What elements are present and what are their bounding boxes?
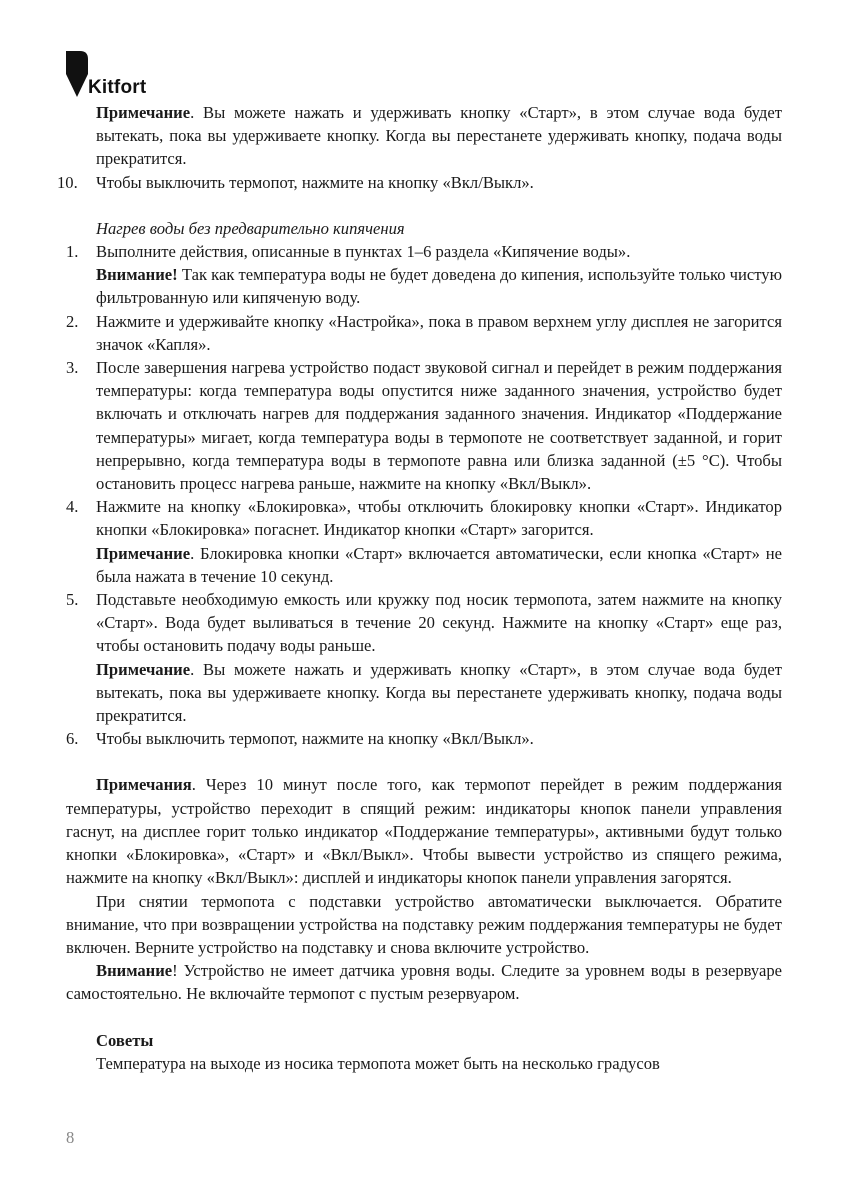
step-number: 3.: [66, 358, 79, 378]
attention-paragraph: Внимание! Так как температура воды не будет доведена до кипения, используйте только чистую фильтрованную или кипяченую воду.: [96, 265, 782, 308]
step-text: Выполните действия, описанные в пунктах 1–6 раздела «Кипячение воды».: [96, 242, 631, 262]
page-content: [57, 101, 782, 1075]
note-paragraph: Примечание. Вы можете нажать и удерживать кнопку «Старт», в этом случае вода будет вытекать, пока вы удерживаете кнопку. Когда вы перестанете удерживать кнопку, подача воды прекратится.: [96, 103, 782, 169]
notes-paragraph: Примечания. Через 10 минут после того, как термопот перейдет в режим поддержания температуры, устройство переходит в спящий режим: индикаторы кнопок панели управления гаснут, на дисплее горит только индикатор «Поддержание температуры», активными будут только кнопки «Блокировка», «Старт» и «Вкл/Выкл». Чтобы вывести устройство из спящего режима, нажмите на кнопку «Вкл/Выкл»: дисплей и индикаторы кнопок панели управления загорятся.: [66, 775, 782, 888]
note-label: Примечание: [96, 103, 191, 122]
tips-paragraph: Температура на выходе из носика термопота может быть на несколько градусов: [96, 1053, 660, 1073]
step-item: [66, 727, 782, 750]
step-item: [66, 310, 782, 356]
step-item: [66, 588, 782, 658]
step-number: 10.: [57, 172, 78, 192]
removal-paragraph: При снятии термопота с подставки устройство автоматически выключается. Обратите внимание, что при возвращении устройства на подставку режим поддержания температуры не будет включен. Верните устройство на подставку и снова включите устройство.: [66, 891, 782, 957]
step-text: После завершения нагрева устройство подаст звуковой сигнал и перейдет в режим поддержания температуры: когда температура воды опустится ниже заданного значения, устройство будет включать и отключать нагрев для поддержания заданного значения. Индикатор «Поддержание температуры» мигает, когда температура воды в термопоте не соответствует заданной, и горит непрерывно, когда температура воды в термопоте равна или близка заданной (±5 °C). Чтобы остановить процесс нагрева раньше, нажмите на кнопку «Вкл/Выкл».: [96, 358, 782, 494]
note-paragraph: Примечание. Вы можете нажать и удерживать кнопку «Старт», в этом случае вода будет вытекать, пока вы удерживаете кнопку. Когда вы перестанете удерживать кнопку, подача воды прекратится.: [96, 659, 782, 726]
step-number: 2.: [66, 311, 79, 331]
note-paragraph: Примечание. Блокировка кнопки «Старт» включается автоматически, если кнопка «Старт» не была нажата в течение 10 секунд.: [96, 543, 782, 586]
step-text: Подставьте необходимую емкость или кружку под носик термопота, затем нажмите на кнопку «Старт». Вода будет выливаться в течение 20 секунд. Нажмите на кнопку «Старт» еще раз, чтобы остановить подачу воды раньше.: [96, 590, 782, 656]
notes-label: Примечания: [96, 775, 192, 795]
page-number: 8: [66, 1128, 75, 1147]
step-item: [66, 356, 782, 495]
step-text: Чтобы выключить термопот, нажмите на кнопку «Вкл/Выкл».: [96, 729, 534, 749]
step-text: Нажмите на кнопку «Блокировка», чтобы отключить блокировку кнопки «Старт». Индикатор кнопки «Блокировка» погаснет. Индикатор кнопки «Старт» загорится.: [96, 497, 782, 540]
brand-name: Kitfort: [88, 77, 147, 98]
brand-logo: [66, 51, 206, 101]
kitfort-logo-icon: [66, 51, 88, 97]
step-item: [57, 171, 782, 194]
attention-label: Внимание: [96, 961, 173, 981]
tips-title: Советы: [96, 1030, 154, 1050]
step-number: 1.: [66, 242, 79, 262]
step-item: [66, 240, 782, 263]
step-text: Чтобы выключить термопот, нажмите на кнопку «Вкл/Выкл».: [96, 172, 534, 192]
note-label: Примечание: [96, 543, 191, 563]
step-number: 6.: [66, 729, 79, 749]
note-label: Примечание: [96, 659, 191, 679]
attention-paragraph: Внимание! Устройство не имеет датчика уровня воды. Следите за уровнем воды в резервуаре самостоятельно. Не включайте термопот с пустым резервуаром.: [66, 961, 782, 1004]
step-number: 4.: [66, 497, 79, 517]
attention-label: Внимание!: [96, 265, 178, 285]
step-text: Нажмите и удерживайте кнопку «Настройка», пока в правом верхнем углу дисплея не загорится значок «Капля».: [96, 311, 782, 354]
step-number: 5.: [66, 590, 79, 610]
section-title: Нагрев воды без предварительно кипячения: [96, 218, 405, 238]
step-item: [66, 495, 782, 541]
